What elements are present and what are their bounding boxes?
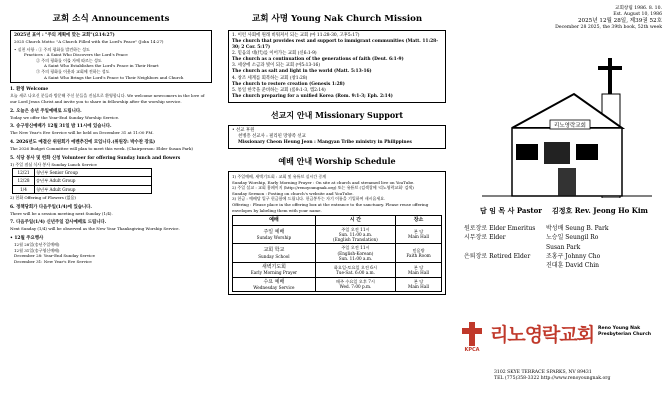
mission-line: The church preparing for a unified Korea (Rom. 9:1-3; Eph. 2:14): [232, 93, 393, 99]
motto-label: 2025년 표어 : "주의 계획에 맞는 교회"(요14:27): [14, 33, 115, 38]
time-text: Sun. 11:00 a.m.: [338, 231, 373, 237]
time-text: Wed. 7:00 p.m.: [339, 284, 372, 290]
place-cell: [396, 225, 442, 244]
elder-name: Susan Park: [546, 243, 581, 251]
missionary-box: [228, 125, 446, 149]
worship-note: Sunday Sermon : Posting on church's website and YouTube.: [232, 190, 354, 196]
mission-line: 2. 믿음의 대(代)를 이어가는 교회 (신6:1-9): [232, 51, 317, 57]
place-text: 본 당: [413, 229, 424, 235]
elder-name: 진대훈 David Chin: [546, 262, 599, 270]
item-title: 5. 식당 봉사 및 헌화 신청 Volunteer for offering Sunday lunch and flowers: [10, 155, 181, 161]
table-row: [233, 225, 442, 244]
service-eng: Wednesday Service: [253, 284, 295, 290]
service-name: 새벽기도회: [261, 264, 286, 270]
flowers-note: 2) 헌화 Offering of Flowers (없음): [10, 194, 76, 200]
event-line: 12월 28일(송년주일예배): [14, 241, 60, 247]
service-eng: Early Morning Prayer: [250, 270, 298, 276]
time-cell: [315, 277, 395, 292]
event-line: 12월 31일(송구영신예배): [14, 247, 60, 253]
worship-note: 2) 주일 설교 : 교회 홈페이지 (http://renoyoungnak.org) 또는 유튜브 (검색창에 '리노영락교회' 검색): [232, 185, 414, 191]
table-header-row: [233, 216, 442, 225]
lunch-group: 청년부 Senior Group: [35, 169, 152, 177]
elder-name: 노승일 Seungil Ro: [546, 234, 599, 242]
time-text: Sun. 11:00 a.m.: [338, 255, 373, 261]
bulletin-meta: [458, 6, 662, 31]
service-cell: [233, 263, 316, 278]
elder-role: 은퇴장로 Retired Elder: [464, 252, 531, 260]
col-header: 장소: [396, 216, 442, 225]
service-cell: [233, 277, 316, 292]
item-text: There will be a session meeting next Sunday (1/4).: [10, 210, 113, 216]
list-item: [464, 243, 664, 252]
lunch-date: 1/4: [13, 185, 35, 193]
worship-note: 3) 헌금 : 예배당 입구 헌금함에 드립니다. 헌금봉투는 자기 이름을 기입하여 새시옵세요.: [232, 196, 386, 202]
motto-box: [10, 30, 212, 83]
cover-column: [452, 0, 670, 407]
place-text: 본 당: [413, 264, 424, 270]
place-text: 믿음방: [412, 247, 425, 253]
place-cell: [396, 263, 442, 278]
place-text: Main Hall: [408, 284, 430, 290]
lunch-group: 송년부 Adult Group: [35, 177, 152, 185]
church-logo: [452, 320, 670, 375]
item-text: Next Sunday (1/4) will be observed as the New Year Thanksgiving Worship Service.: [10, 226, 180, 232]
announcements-column: [0, 0, 220, 407]
mission-line: The church to restore creation (Genesis 1:28): [232, 81, 345, 87]
elder-role: 원로장로 Elder Emeritus: [464, 225, 536, 232]
lunch-table: [12, 168, 152, 194]
item-text: The New Year's Eve Service will be held on December 31 at 11:00 PM.: [10, 130, 154, 136]
announcement-item: [10, 109, 212, 121]
mission-line: The church as a continuation of the generations of faith (Deut. 6:1-9): [232, 57, 404, 63]
mission-line: The church as salt and light in the world (Matt. 5:13-16): [232, 69, 372, 75]
time-cell: [315, 225, 395, 244]
elder-role: 시무장로 Elder: [464, 234, 506, 242]
time-text: 매주 수요일 오후 7시: [335, 279, 375, 284]
senior-pastor-name: 김정호 Rev. Jeong Ho Kim: [551, 206, 648, 215]
logo-eng: Reno Young Nak Presbyterian Church: [598, 326, 652, 337]
announcement-item: [10, 236, 212, 264]
item-text: Today we offer the Year-End Sunday Worship Service.: [10, 114, 120, 120]
place-cell: [396, 244, 442, 263]
elder-name: 박성배 Seung B. Park: [546, 225, 609, 232]
mission-box: [228, 30, 446, 103]
time-text: Tue-Sat. 6:00 a.m.: [335, 269, 375, 275]
meta-est: Est. August 10, 1986: [613, 11, 662, 17]
senior-pastor-row: [464, 206, 664, 216]
place-text: Faith Room: [406, 253, 431, 259]
col-header: 예배: [233, 216, 316, 225]
missionary-line: 천병흥 선교사 : 필리핀 망양족 선교: [238, 133, 306, 139]
worship-table: [232, 215, 442, 292]
service-name: 주일 예배: [263, 228, 285, 235]
time-text: (English Translation): [333, 237, 378, 242]
mission-column: [222, 0, 450, 407]
senior-pastor-label: 담 임 목 사 Pastor: [480, 206, 542, 215]
table-row: [233, 263, 442, 278]
event-line: December 31: New Year's Eve Service: [14, 258, 92, 264]
list-item: [464, 252, 664, 261]
place-text: Main Hall: [408, 234, 430, 240]
table-row: [233, 244, 442, 263]
time-text: 주일 오전 11시: [341, 226, 370, 232]
mission-line: 4. 창조 세계를 회복하는 교회 (창1:28): [232, 75, 308, 81]
item-text: The 2026 Budget Committee will plan to meet this week. (Chairperson: Elder Susan Park): [10, 145, 193, 151]
list-item: [464, 261, 664, 270]
worship-note: Sunday Worship, Early Morning Prayer : On site at church and streamed live on YouTube.: [232, 179, 415, 185]
item-title: • 12월 주요행사: [10, 235, 44, 241]
kpca-label: KPCA: [464, 347, 480, 352]
church-address-block: [494, 370, 610, 382]
logo-title: 리노영락교회: [490, 324, 595, 346]
service-cell: [233, 225, 316, 244]
service-eng: Sunday School: [258, 253, 290, 259]
worship-note: Offering : Please place in the offering box at the entrance to the sanctuary. Please reuse offering envelopes by labeling them with your name.: [232, 202, 429, 213]
place-text: 본 당: [413, 279, 424, 284]
announcements-heading: 교회 소식 Announcements: [52, 14, 170, 24]
mission-line: 3. 세상에 소금과 빛이 되는 교회 (마5:13-16): [232, 63, 321, 69]
church-building-illustration: [482, 58, 652, 198]
announcement-item: [10, 205, 212, 217]
meta-founded: 교회창립 1986. 8. 10.: [615, 6, 662, 11]
mission-line: The church that provides rest and support to immigrant communities (Matt. 11:28-30; 2 Cor. 5:17): [232, 39, 439, 51]
item-title: 7. 다음주일(1/4) 신년주일 감사예배로 드립니다.: [10, 220, 107, 226]
mission-line: 1. 이런 사회에 원래 비워져서 되는 교회 (마 11:28-30, 고후5:17): [232, 33, 360, 38]
worship-note: 1) 주일예배, 새벽기도회 : 교회 및 유튜브 실시간 중계: [232, 174, 327, 180]
lunch-group: 청년부 Adult Group: [35, 185, 152, 193]
place-cell: [396, 277, 442, 292]
item-title: 2. 오늘은 송년 주일예배로 드립니다.: [10, 108, 82, 114]
practice-title: • 실천 사항 : ① 주의 평화를 발견하는 성도: [14, 46, 90, 52]
worship-box: [228, 171, 446, 295]
col-header: 시 간: [315, 216, 395, 225]
missionary-heading: 선교지 안내 Missionary Support: [270, 109, 404, 120]
missionary-line: Missionary Cheon Heung Jeon : Mangyan Tribe ministry in Philippines: [238, 140, 412, 146]
service-eng: Sunday Worship: [256, 234, 292, 240]
address-line: 3102 SKYE TERRACE SPARKS, NV 89431: [494, 370, 592, 375]
lunch-date: 12/28: [13, 177, 35, 185]
service-name: 교회 학교: [263, 247, 285, 254]
mission-heading: 교회 사명 Young Nak Church Mission: [251, 14, 423, 24]
lunch-title: 1) 주일 점심 식사 봉사 Sunday Lunch Service: [10, 161, 97, 167]
worship-heading: 예배 안내 Worship Schedule: [278, 156, 396, 167]
elder-role: [464, 261, 540, 270]
kpca-cross-icon: [460, 322, 484, 352]
announcement-item: [10, 87, 212, 104]
missionary-line: • 선교 후원: [232, 127, 255, 133]
time-text: (English-Korean): [337, 250, 374, 256]
practice-1: ② 주의 평화를 이룰 자에 따르는 성도: [36, 57, 102, 63]
item-title: 4. 2026년도 예결산 위원회가 에벤추진에 모입니다.(위원장: 박수찬 장로): [10, 139, 156, 145]
practice-2: A Saint Who Establishes the Lord's Peace in Their Heart: [44, 63, 159, 69]
practice-4: A Saint Who Brings the Lord's Peace to Their Neighbors and Church: [44, 74, 184, 80]
mission-line: 5. 통일 한국을 준비하는 교회 (롬9:1-3, 엡2:14): [232, 87, 326, 93]
announcement-item: [10, 156, 212, 201]
item-text: 오늘 새로 나오신 분들과 방문해 주신 분들을 진심으로 환영합니다. We welcome newcomers in the love of our Lord Jesus Christ and invite you to share in fellowship after the worship service.: [10, 93, 205, 104]
item-title: 3. 송구영신예배가 12월 31일 밤 11시에 있습니다.: [10, 124, 112, 130]
elders-list: [464, 224, 664, 270]
table-row: [13, 185, 152, 193]
time-cell: [315, 244, 395, 263]
table-row: [13, 177, 152, 185]
pastor-block: [464, 206, 664, 270]
lunch-date: 12/21: [13, 169, 35, 177]
motto-eng: 2025 Church Motto: "A Church Filled with the Lord's Peace" (John 14:27): [14, 39, 164, 45]
time-text: 화요일-토요일 오전 6시: [333, 264, 378, 270]
announcement-item: [10, 140, 212, 152]
church-sign: 리노영락교회: [554, 123, 586, 129]
table-row: [233, 277, 442, 292]
place-text: Main Hall: [408, 269, 430, 275]
meta-date-en: December 28 2025, the 39th book, 52th week: [555, 25, 662, 31]
practice-3: ③ 주의 평화를 이웃과 교회에 전하는 성도: [36, 69, 110, 75]
contact-line: TEL (775)358-3322 http://www.renoyoungnak.org: [494, 376, 611, 382]
list-item: [464, 233, 664, 242]
practice-0: Practices : A Saint Who Discovers the Lord's Peace: [24, 52, 128, 58]
announcement-item: [10, 220, 212, 232]
elder-role: [464, 243, 540, 252]
item-title: 6. 정책당회가 다음주일(1/4)에 있습니다.: [10, 204, 92, 210]
announcement-item: [10, 124, 212, 136]
event-line: December 28: Year-End Sunday Service: [14, 253, 95, 259]
service-cell: [233, 244, 316, 263]
list-item: [464, 224, 664, 233]
table-row: [13, 169, 152, 177]
meta-date-ko: 2025년 12월 28일, 제39권 52호: [577, 17, 662, 24]
elder-name: 조홍구 Johnny Cho: [546, 252, 601, 260]
time-text: 주일 오전 11시: [341, 245, 370, 251]
time-cell: [315, 263, 395, 278]
service-name: 수요 예배: [263, 278, 285, 285]
item-title: 1. 환영 Welcome: [10, 87, 49, 93]
